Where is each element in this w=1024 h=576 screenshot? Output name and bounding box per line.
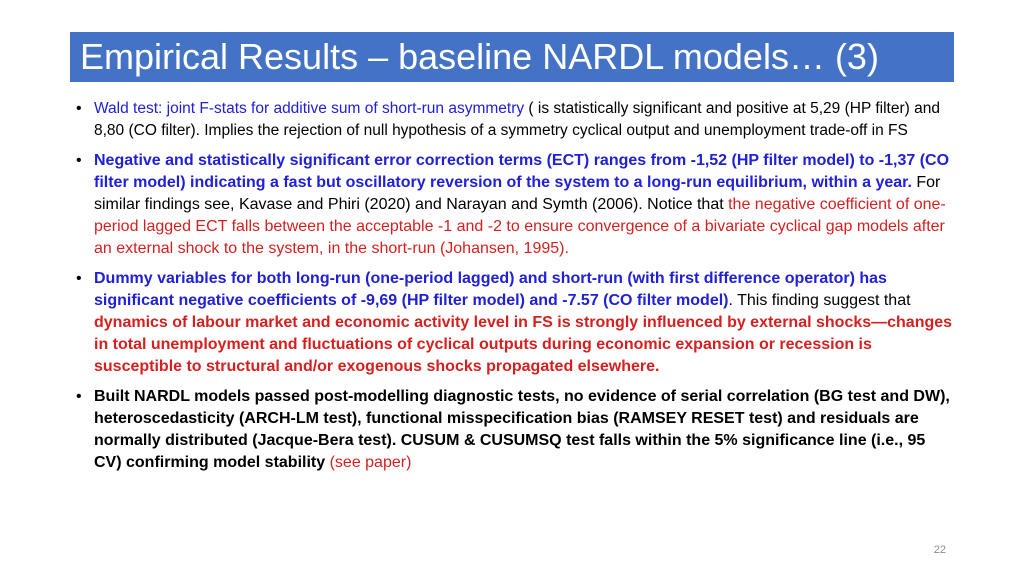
bullet-ect — [76, 150, 956, 260]
dummy-text: . This finding suggest that — [728, 292, 911, 309]
bullet-list — [76, 98, 956, 482]
dummy-highlight: Dummy variables for both long-run (one-period lagged) and short-run (with first difference operator) has significant negative coefficients of -9,69 (HP filter model) and -7.57 (CO filter model) — [94, 270, 887, 309]
wald-test-highlight: Wald test: joint F-stats for additive sum of short-run asymmetry — [94, 100, 525, 117]
diagnostics-text: Built NARDL models passed post-modelling diagnostic tests, no evidence of serial correlation (BG test and DW), heteroscedasticity (ARCH-LM test), functional misspecification bias (RAMSEY RESET test) and residuals are normally distributed (Jacque-Bera test). CUSUM & CUSUMSQ test falls within the 5% significance line (i.e., 95 CV) confirming model stability — [94, 388, 950, 471]
bullet-diagnostics — [76, 386, 956, 474]
slide-number: 22 — [933, 544, 946, 556]
see-paper-note: (see paper) — [325, 454, 412, 471]
bullet-marker: • — [76, 388, 82, 405]
slide-title: Empirical Results – baseline NARDL models… (3) — [70, 32, 954, 82]
bullet-dummy-variables — [76, 268, 956, 378]
bullet-marker: • — [76, 100, 82, 117]
bullet-marker: • — [76, 152, 82, 169]
ect-text: For similar findings see, Kavase and Phiri (2020) and Narayan and Symth (2006). Notice that — [94, 174, 941, 213]
bullet-marker: • — [76, 270, 82, 287]
ect-highlight: Negative and statistically significant error correction terms (ECT) ranges from -1,52 (HP filter model) to -1,37 (CO filter model) indicating a fast but oscillatory reversion of the system to a long-run equilibrium, within a year. — [94, 152, 950, 191]
ect-note: the negative coefficient of one-period lagged ECT falls between the acceptable -1 and -2 to ensure convergence of a bivariate cyclical gap models after an external shock to the system, in the short-run (Johansen, 1995). — [94, 196, 946, 257]
wald-test-text: ( is statistically significant and positive at 5,29 (HP filter) and 8,80 (CO filter). Implies the rejection of null hypothesis of a symmetry cyclical output and unemployment trade-off in FS — [94, 100, 940, 139]
dummy-note: dynamics of labour market and economic activity level in FS is strongly influenced by external shocks—changes in total unemployment and fluctuations of cyclical outputs during economic expansion or recession is susceptible to structural and/or exogenous shocks propagated elsewhere. — [94, 314, 953, 375]
bullet-wald-test — [76, 98, 956, 142]
